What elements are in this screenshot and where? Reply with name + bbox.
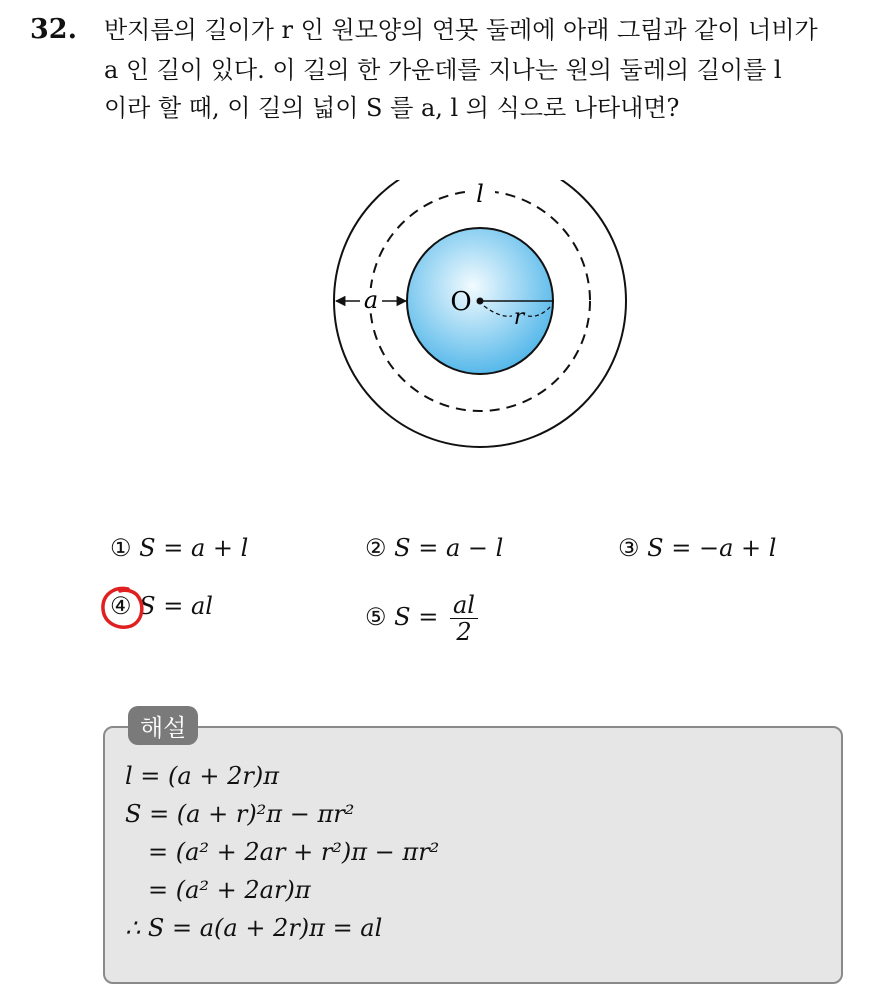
solution-line-1: l = (a + 2r)π bbox=[125, 762, 279, 790]
solution-line-4: = (a² + 2ar)π bbox=[148, 876, 311, 904]
choice-2-text: S = a − l bbox=[394, 534, 504, 562]
question-text-line-3: 이라 할 때, 이 길의 넓이 S 를 a, l 의 식으로 나타내면? bbox=[104, 94, 680, 122]
solution-line-2: S = (a + r)²π − πr² bbox=[125, 800, 355, 828]
choice-4-text: S = al bbox=[139, 592, 213, 620]
question-text-line-1: 반지름의 길이가 r 인 원모양의 연못 둘레에 아래 그림과 같이 너비가 bbox=[104, 16, 818, 44]
solution-line-3: = (a² + 2ar + r²)π − πr² bbox=[148, 838, 440, 866]
label-l: l bbox=[476, 180, 484, 208]
choice-5[interactable] bbox=[365, 592, 478, 645]
question-number: 32. bbox=[30, 14, 77, 45]
answer-circle-mark bbox=[98, 583, 148, 633]
choice-5-denominator: 2 bbox=[456, 618, 472, 646]
question-text-line-2: a 인 길이 있다. 이 길의 한 가운데를 지나는 원의 둘레의 길이를 l bbox=[104, 56, 782, 84]
choice-1[interactable] bbox=[110, 534, 248, 562]
label-o: O bbox=[450, 287, 472, 317]
choice-5-prefix: S = bbox=[394, 603, 439, 631]
choice-2[interactable] bbox=[365, 534, 503, 562]
solution-line-5: ∴ S = a(a + 2r)π = al bbox=[125, 914, 383, 942]
label-a: a bbox=[363, 286, 379, 314]
pond-path-figure bbox=[330, 180, 630, 480]
choice-1-text: S = a + l bbox=[139, 534, 249, 562]
choice-4-marker: ④ bbox=[110, 592, 132, 620]
choice-3-text: S = −a + l bbox=[647, 534, 777, 562]
choice-2-marker: ② bbox=[365, 534, 387, 562]
choice-3-marker: ③ bbox=[618, 534, 640, 562]
choice-5-fraction bbox=[450, 592, 478, 645]
choice-5-marker: ⑤ bbox=[365, 603, 387, 631]
choice-5-numerator: al bbox=[450, 592, 478, 619]
choice-3[interactable] bbox=[618, 534, 776, 562]
label-r: r bbox=[513, 305, 525, 330]
choice-1-marker: ① bbox=[110, 534, 132, 562]
solution-tag: 해설 bbox=[128, 706, 198, 745]
